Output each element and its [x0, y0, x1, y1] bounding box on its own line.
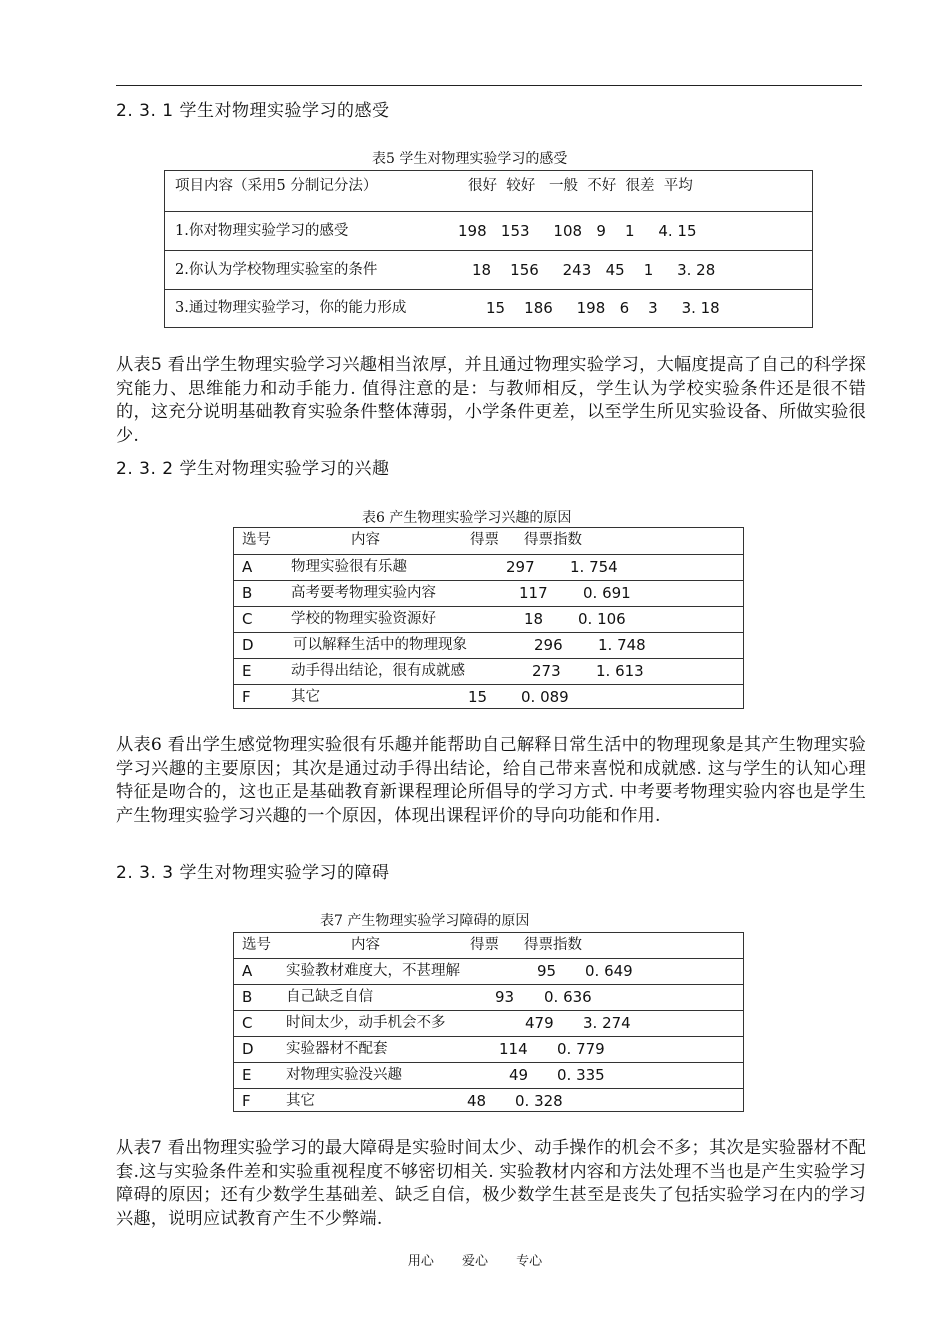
- table-row: [165, 289, 812, 328]
- table5-row3-values: 15 186 198 6 3 3. 18: [486, 299, 720, 317]
- table6-votes: 117: [519, 584, 548, 602]
- table-row: [234, 1036, 743, 1062]
- table5-header-item: 项目内容（采用5 分制记分法）: [175, 178, 378, 194]
- table-row: [234, 606, 743, 632]
- table7-votes: 479: [525, 1014, 554, 1032]
- table6-option: A: [242, 558, 253, 576]
- table7-option: E: [242, 1066, 252, 1084]
- section-heading-2-3-2: 2. 3. 2 学生对物理实验学习的兴趣: [116, 459, 390, 479]
- table6-index: 1. 754: [570, 558, 618, 576]
- table7-votes: 48: [467, 1092, 487, 1110]
- table5-header-cols: 很好 较好 一般 不好 很差 平均: [468, 178, 693, 194]
- table5-row2-values: 18 156 243 45 1 3. 28: [472, 261, 716, 279]
- table7-votes: 95: [537, 962, 557, 980]
- table7: [233, 932, 744, 1112]
- table6-content: 动手得出结论，很有成就感: [291, 663, 465, 679]
- table6-content: 学校的物理实验资源好: [291, 611, 436, 627]
- table5-row1-values: 198 153 108 9 1 4. 15: [458, 222, 697, 240]
- table7-header-option: 选号: [242, 937, 271, 953]
- table-row: [234, 958, 743, 984]
- table5-row3-item: 3.通过物理实验学习，你的能力形成: [175, 300, 407, 316]
- table6-content: 高考要考物理实验内容: [291, 585, 436, 601]
- table6-votes: 297: [506, 558, 535, 576]
- table7-index: 3. 274: [583, 1014, 631, 1032]
- table7-header-content: 内容: [351, 937, 380, 953]
- table-row: [234, 1062, 743, 1088]
- paragraph-table6-analysis: 从表6 看出学生感觉物理实验很有乐趣并能帮助自己解释日常生活中的物理现象是其产生物理实验学习兴趣的主要原因；其次是通过动手得出结论，给自己带来喜悦和成就感. 这与学生的认知心理特征是吻合的，这也正是基础教育新课程理论所倡导的学习方式. 中考要考物理实验内容也是学生产生物理实验学习兴趣的一个原因，体现出课程评价的导向功能和作用.: [116, 735, 866, 826]
- table6-index: 0. 106: [578, 610, 626, 628]
- table-row: [234, 580, 743, 606]
- table7-header-votes: 得票: [470, 937, 499, 953]
- table-row: [234, 984, 743, 1010]
- header-rule: [116, 85, 862, 86]
- table6-header-row: [234, 528, 743, 554]
- table7-option: F: [242, 1092, 251, 1110]
- table7-content: 其它: [286, 1093, 315, 1109]
- table6-content: 物理实验很有乐趣: [291, 559, 407, 575]
- table6-header-content: 内容: [351, 532, 380, 548]
- table6-votes: 296: [534, 636, 563, 654]
- table6-votes: 18: [524, 610, 544, 628]
- table6-votes: 15: [468, 688, 488, 706]
- table6-index: 1. 748: [598, 636, 646, 654]
- table-row: [234, 554, 743, 580]
- table7-index: 0. 649: [585, 962, 633, 980]
- table-row: [234, 1088, 743, 1112]
- table6-header-votes: 得票: [470, 532, 499, 548]
- table7-index: 0. 328: [515, 1092, 563, 1110]
- table6-option: F: [242, 688, 251, 706]
- table-row: [165, 250, 812, 289]
- table6-option: E: [242, 662, 252, 680]
- table6-content: 其它: [291, 689, 320, 705]
- table7-header-index: 得票指数: [524, 937, 582, 953]
- table6-votes: 273: [532, 662, 561, 680]
- table6-index: 1. 613: [596, 662, 644, 680]
- table5-header-row: [165, 171, 812, 211]
- table7-votes: 93: [495, 988, 515, 1006]
- table7-content: 自己缺乏自信: [286, 989, 373, 1005]
- footer-text-1: 用心: [407, 1254, 434, 1269]
- table-row: [234, 632, 743, 658]
- table6-option: C: [242, 610, 253, 628]
- table5-row1-item: 1.你对物理实验学习的感受: [175, 223, 349, 239]
- table7-index: 0. 636: [544, 988, 592, 1006]
- section-heading-2-3-3: 2. 3. 3 学生对物理实验学习的障碍: [116, 863, 390, 883]
- footer-text-2: 爱心: [461, 1254, 488, 1269]
- table6-content: 可以解释生活中的物理现象: [293, 637, 467, 653]
- table-row: [234, 684, 743, 709]
- table7-content: 实验器材不配套: [286, 1041, 388, 1057]
- table6-option: B: [242, 584, 253, 602]
- paragraph-table5-analysis: 从表5 看出学生物理实验学习兴趣相当浓厚，并且通过物理实验学习，大幅度提高了自己的科学探究能力、思维能力和动手能力. 值得注意的是：与教师相反，学生认为学校实验条件还是很不错的，这充分说明基础教育实验条件整体薄弱，小学条件更差，以至学生所见实验设备、所做实验很少.: [116, 355, 866, 446]
- table6-option: D: [242, 636, 254, 654]
- table7-content: 实验教材难度大，不甚理解: [286, 963, 460, 979]
- table6: [233, 527, 744, 709]
- table7-content: 时间太少，动手机会不多: [286, 1015, 446, 1031]
- section-heading-2-3-1: 2. 3. 1 学生对物理实验学习的感受: [116, 101, 390, 121]
- table7-option: A: [242, 962, 253, 980]
- paragraph-table7-analysis: 从表7 看出物理实验学习的最大障碍是实验时间太少、动手操作的机会不多；其次是实验器材不配套.这与实验条件差和实验重视程度不够密切相关. 实验教材内容和方法处理不当也是产生实验学习障碍的原因；还有少数学生基础差、缺乏自信，极少数学生甚至是丧失了包括实验学习在内的学习兴趣，说明应试教育产生不少弊端.: [116, 1138, 866, 1229]
- table5: [164, 170, 813, 328]
- table7-caption: 表7 产生物理实验学习障碍的原因: [320, 913, 530, 929]
- table7-header-row: [234, 933, 743, 958]
- table7-votes: 49: [509, 1066, 529, 1084]
- table6-header-index: 得票指数: [524, 532, 582, 548]
- table-row: [234, 658, 743, 684]
- table7-option: C: [242, 1014, 253, 1032]
- table6-index: 0. 691: [583, 584, 631, 602]
- table6-caption: 表6 产生物理实验学习兴趣的原因: [362, 510, 572, 526]
- footer-text-3: 专心: [516, 1254, 543, 1269]
- table7-content: 对物理实验没兴趣: [286, 1067, 402, 1083]
- table7-votes: 114: [499, 1040, 528, 1058]
- table6-index: 0. 089: [521, 688, 569, 706]
- table5-caption: 表5 学生对物理实验学习的感受: [372, 151, 568, 167]
- table7-option: D: [242, 1040, 254, 1058]
- table6-header-option: 选号: [242, 532, 271, 548]
- table5-row2-item: 2.你认为学校物理实验室的条件: [175, 262, 378, 278]
- table7-index: 0. 335: [557, 1066, 605, 1084]
- table7-index: 0. 779: [557, 1040, 605, 1058]
- table-row: [234, 1010, 743, 1036]
- table7-option: B: [242, 988, 253, 1006]
- table-row: [165, 211, 812, 250]
- page-footer: [0, 1250, 950, 1269]
